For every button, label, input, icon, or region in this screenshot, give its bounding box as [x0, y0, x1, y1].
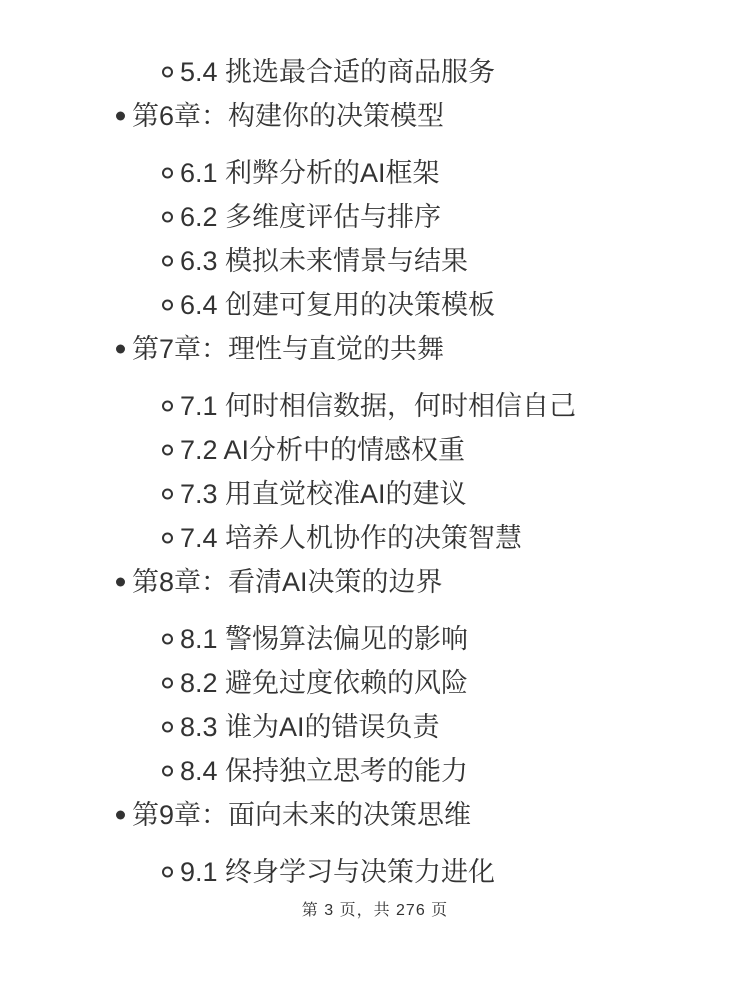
toc-chapter-item: [0, 568, 750, 596]
disc-bullet-icon: [116, 578, 125, 587]
disc-bullet-icon: [116, 112, 125, 121]
circle-bullet-icon: [162, 445, 173, 456]
circle-bullet-icon: [162, 766, 173, 777]
circle-bullet-icon: [162, 489, 173, 500]
toc-section-label: 8.2 避免过度依赖的风险: [180, 668, 469, 698]
toc-section-item: [0, 392, 750, 420]
toc-section-item: [0, 480, 750, 508]
disc-bullet-icon: [116, 345, 125, 354]
toc-section-item: [0, 436, 750, 464]
toc-section-label: 7.3 用直觉校准AI的建议: [180, 479, 467, 509]
toc-section-label: 6.4 创建可复用的决策模板: [180, 290, 496, 320]
toc-chapter-item: [0, 102, 750, 130]
toc-chapter-label: 第7章：理性与直觉的共舞: [132, 334, 445, 364]
toc-section-label: 7.2 AI分析中的情感权重: [180, 435, 466, 465]
circle-bullet-icon: [162, 168, 173, 179]
toc-chapter-label: 第8章：看清AI决策的边界: [132, 567, 443, 597]
toc-section-label: 9.1 终身学习与决策力进化: [180, 857, 496, 887]
toc-section-label: 6.2 多维度评估与排序: [180, 202, 442, 232]
toc-section-item: [0, 58, 750, 86]
circle-bullet-icon: [162, 256, 173, 267]
toc-section-item: [0, 159, 750, 187]
toc-section-item: [0, 625, 750, 653]
circle-bullet-icon: [162, 678, 173, 689]
toc-section-label: 5.4 挑选最合适的商品服务: [180, 57, 496, 87]
circle-bullet-icon: [162, 401, 173, 412]
toc-chapter-item: [0, 335, 750, 363]
circle-bullet-icon: [162, 867, 173, 878]
circle-bullet-icon: [162, 634, 173, 645]
toc-section-item: [0, 858, 750, 886]
toc-section-item: [0, 757, 750, 785]
circle-bullet-icon: [162, 67, 173, 78]
toc-section-item: [0, 524, 750, 552]
toc-section-item: [0, 669, 750, 697]
toc-section-label: 8.3 谁为AI的错误负责: [180, 712, 440, 742]
circle-bullet-icon: [162, 300, 173, 311]
toc-section-item: [0, 247, 750, 275]
toc-section-label: 6.1 利弊分析的AI框架: [180, 158, 440, 188]
circle-bullet-icon: [162, 533, 173, 544]
toc-section-label: 7.1 何时相信数据，何时相信自己: [180, 391, 577, 421]
toc-section-label: 8.1 警惕算法偏见的影响: [180, 624, 469, 654]
table-of-contents: [0, 58, 750, 886]
toc-section-label: 7.4 培养人机协作的决策智慧: [180, 523, 523, 553]
toc-chapter-item: [0, 801, 750, 829]
toc-section-item: [0, 713, 750, 741]
toc-section-item: [0, 203, 750, 231]
toc-section-label: 8.4 保持独立思考的能力: [180, 756, 469, 786]
toc-chapter-label: 第9章：面向未来的决策思维: [132, 800, 472, 830]
toc-chapter-label: 第6章：构建你的决策模型: [132, 101, 445, 131]
toc-section-label: 6.3 模拟未来情景与结果: [180, 246, 469, 276]
toc-section-item: [0, 291, 750, 319]
disc-bullet-icon: [116, 811, 125, 820]
circle-bullet-icon: [162, 212, 173, 223]
circle-bullet-icon: [162, 722, 173, 733]
page-number-footer: 第 3 页，共 276 页: [301, 902, 449, 919]
